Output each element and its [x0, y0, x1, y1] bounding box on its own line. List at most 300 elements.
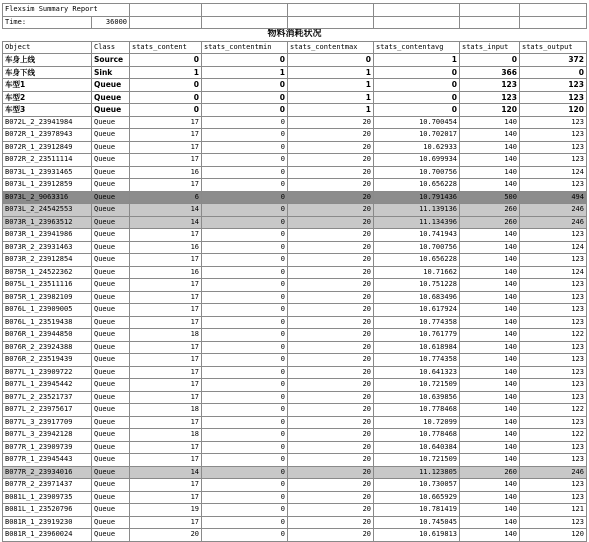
contentavg-cell[interactable]: 10.62933	[374, 141, 460, 154]
contentavg-cell[interactable]: 10.699934	[374, 154, 460, 167]
contentmin-cell[interactable]: 0	[202, 191, 288, 204]
input-cell[interactable]: 140	[460, 429, 520, 442]
contentmin-cell[interactable]: 0	[202, 79, 288, 92]
contentavg-cell[interactable]: 0	[374, 66, 460, 79]
object-cell[interactable]: B075R_1_24522362	[3, 266, 92, 279]
object-cell[interactable]: B077R_2_23934016	[3, 466, 92, 479]
object-cell[interactable]: B072R_1_23912849	[3, 141, 92, 154]
contentmax-cell[interactable]: 20	[288, 391, 374, 404]
contentavg-cell[interactable]: 10.656228	[374, 254, 460, 267]
contentmin-cell[interactable]: 0	[202, 91, 288, 104]
class-cell[interactable]: Queue	[92, 279, 130, 292]
object-cell[interactable]: 车身下线	[3, 66, 92, 79]
contentavg-cell[interactable]: 10.778468	[374, 404, 460, 417]
contentmax-cell[interactable]: 1	[288, 79, 374, 92]
input-cell[interactable]: 140	[460, 454, 520, 467]
contentmax-cell[interactable]: 0	[288, 54, 374, 67]
content-cell[interactable]: 17	[130, 254, 202, 267]
output-cell[interactable]: 123	[520, 441, 587, 454]
contentmin-cell[interactable]: 0	[202, 241, 288, 254]
contentmax-cell[interactable]: 20	[288, 179, 374, 192]
object-cell[interactable]: B073R_1_23963512	[3, 216, 92, 229]
input-cell[interactable]: 140	[460, 116, 520, 129]
class-cell[interactable]: Queue	[92, 216, 130, 229]
output-cell[interactable]: 124	[520, 166, 587, 179]
content-cell[interactable]: 0	[130, 79, 202, 92]
contentavg-cell[interactable]: 10.781419	[374, 504, 460, 517]
input-cell[interactable]: 140	[460, 179, 520, 192]
contentmax-cell[interactable]: 1	[288, 91, 374, 104]
content-cell[interactable]: 17	[130, 279, 202, 292]
output-cell[interactable]: 246	[520, 466, 587, 479]
col-header-contentmax[interactable]: stats_contentmax	[288, 41, 374, 54]
time-value[interactable]: 36000	[92, 16, 130, 29]
contentmin-cell[interactable]: 0	[202, 291, 288, 304]
contentavg-cell[interactable]: 10.700756	[374, 166, 460, 179]
object-cell[interactable]: B077R_1_23945443	[3, 454, 92, 467]
content-cell[interactable]: 1	[130, 66, 202, 79]
content-cell[interactable]: 14	[130, 216, 202, 229]
class-cell[interactable]: Queue	[92, 429, 130, 442]
output-cell[interactable]: 123	[520, 479, 587, 492]
input-cell[interactable]: 500	[460, 191, 520, 204]
output-cell[interactable]: 123	[520, 354, 587, 367]
contentmax-cell[interactable]: 20	[288, 379, 374, 392]
input-cell[interactable]: 140	[460, 529, 520, 542]
object-cell[interactable]: B081R_1_23919230	[3, 516, 92, 529]
contentavg-cell[interactable]: 10.641323	[374, 366, 460, 379]
contentavg-cell[interactable]: 11.123805	[374, 466, 460, 479]
output-cell[interactable]: 122	[520, 404, 587, 417]
output-cell[interactable]: 123	[520, 341, 587, 354]
contentmin-cell[interactable]: 0	[202, 379, 288, 392]
class-cell[interactable]: Queue	[92, 416, 130, 429]
contentmin-cell[interactable]: 0	[202, 466, 288, 479]
input-cell[interactable]: 140	[460, 279, 520, 292]
content-cell[interactable]: 6	[130, 191, 202, 204]
contentmin-cell[interactable]: 1	[202, 66, 288, 79]
object-cell[interactable]: B076L_1_23909005	[3, 304, 92, 317]
input-cell[interactable]: 140	[460, 391, 520, 404]
class-cell[interactable]: Queue	[92, 229, 130, 242]
contentmin-cell[interactable]: 0	[202, 304, 288, 317]
contentmax-cell[interactable]: 20	[288, 304, 374, 317]
content-cell[interactable]: 17	[130, 416, 202, 429]
output-cell[interactable]: 122	[520, 329, 587, 342]
contentmin-cell[interactable]: 0	[202, 404, 288, 417]
contentmin-cell[interactable]: 0	[202, 516, 288, 529]
contentmin-cell[interactable]: 0	[202, 104, 288, 117]
output-cell[interactable]: 123	[520, 116, 587, 129]
output-cell[interactable]: 123	[520, 154, 587, 167]
content-cell[interactable]: 18	[130, 429, 202, 442]
input-cell[interactable]: 140	[460, 516, 520, 529]
content-cell[interactable]: 17	[130, 516, 202, 529]
contentmin-cell[interactable]: 0	[202, 229, 288, 242]
contentavg-cell[interactable]: 10.702017	[374, 129, 460, 142]
class-cell[interactable]: Queue	[92, 241, 130, 254]
contentmin-cell[interactable]: 0	[202, 204, 288, 217]
contentmax-cell[interactable]: 20	[288, 416, 374, 429]
class-cell[interactable]: Queue	[92, 116, 130, 129]
contentmin-cell[interactable]: 0	[202, 129, 288, 142]
input-cell[interactable]: 0	[460, 54, 520, 67]
contentmin-cell[interactable]: 0	[202, 491, 288, 504]
contentmax-cell[interactable]: 20	[288, 329, 374, 342]
input-cell[interactable]: 140	[460, 379, 520, 392]
contentmin-cell[interactable]: 0	[202, 429, 288, 442]
input-cell[interactable]: 140	[460, 329, 520, 342]
output-cell[interactable]: 124	[520, 241, 587, 254]
class-cell[interactable]: Queue	[92, 491, 130, 504]
object-cell[interactable]: B075L_1_23511116	[3, 279, 92, 292]
contentmax-cell[interactable]: 20	[288, 529, 374, 542]
contentmin-cell[interactable]: 0	[202, 216, 288, 229]
input-cell[interactable]: 140	[460, 241, 520, 254]
contentavg-cell[interactable]: 10.721509	[374, 454, 460, 467]
content-cell[interactable]: 17	[130, 491, 202, 504]
output-cell[interactable]: 123	[520, 379, 587, 392]
object-cell[interactable]: B076R_2_23519439	[3, 354, 92, 367]
output-cell[interactable]: 123	[520, 179, 587, 192]
content-cell[interactable]: 17	[130, 141, 202, 154]
content-cell[interactable]: 17	[130, 366, 202, 379]
class-cell[interactable]: Queue	[92, 404, 130, 417]
contentmax-cell[interactable]: 20	[288, 429, 374, 442]
contentavg-cell[interactable]: 11.139136	[374, 204, 460, 217]
output-cell[interactable]: 123	[520, 229, 587, 242]
object-cell[interactable]: B072R_1_23978943	[3, 129, 92, 142]
input-cell[interactable]: 140	[460, 341, 520, 354]
contentmax-cell[interactable]: 20	[288, 241, 374, 254]
object-cell[interactable]: B076R_2_23924388	[3, 341, 92, 354]
input-cell[interactable]: 140	[460, 166, 520, 179]
contentmin-cell[interactable]: 0	[202, 366, 288, 379]
content-cell[interactable]: 17	[130, 229, 202, 242]
content-cell[interactable]: 14	[130, 204, 202, 217]
contentmax-cell[interactable]: 20	[288, 116, 374, 129]
contentmin-cell[interactable]: 0	[202, 479, 288, 492]
class-cell[interactable]: Queue	[92, 316, 130, 329]
contentmin-cell[interactable]: 0	[202, 54, 288, 67]
contentmax-cell[interactable]: 20	[288, 479, 374, 492]
output-cell[interactable]: 123	[520, 454, 587, 467]
input-cell[interactable]: 140	[460, 129, 520, 142]
object-cell[interactable]: B072L_2_23941984	[3, 116, 92, 129]
content-cell[interactable]: 17	[130, 479, 202, 492]
contentmax-cell[interactable]: 20	[288, 216, 374, 229]
contentmax-cell[interactable]: 20	[288, 454, 374, 467]
contentmax-cell[interactable]: 20	[288, 129, 374, 142]
section-title[interactable]: 物料消耗状况	[3, 29, 587, 42]
object-cell[interactable]: B081L_1_23909735	[3, 491, 92, 504]
col-header-contentmin[interactable]: stats_contentmin	[202, 41, 288, 54]
object-cell[interactable]: B077R_2_23971437	[3, 479, 92, 492]
input-cell[interactable]: 260	[460, 466, 520, 479]
contentmax-cell[interactable]: 20	[288, 166, 374, 179]
content-cell[interactable]: 16	[130, 241, 202, 254]
object-cell[interactable]: B072R_2_23511114	[3, 154, 92, 167]
content-cell[interactable]: 14	[130, 466, 202, 479]
object-cell[interactable]: B073L_2_24542553	[3, 204, 92, 217]
object-cell[interactable]: B073R_2_23931463	[3, 241, 92, 254]
input-cell[interactable]: 140	[460, 141, 520, 154]
contentmax-cell[interactable]: 20	[288, 191, 374, 204]
contentmin-cell[interactable]: 0	[202, 316, 288, 329]
output-cell[interactable]: 123	[520, 91, 587, 104]
content-cell[interactable]: 17	[130, 441, 202, 454]
input-cell[interactable]: 140	[460, 316, 520, 329]
contentavg-cell[interactable]: 10.745045	[374, 516, 460, 529]
col-header-class[interactable]: Class	[92, 41, 130, 54]
output-cell[interactable]: 123	[520, 316, 587, 329]
contentmax-cell[interactable]: 20	[288, 229, 374, 242]
input-cell[interactable]: 140	[460, 291, 520, 304]
contentmax-cell[interactable]: 20	[288, 266, 374, 279]
contentavg-cell[interactable]: 10.72099	[374, 416, 460, 429]
content-cell[interactable]: 0	[130, 91, 202, 104]
output-cell[interactable]: 123	[520, 129, 587, 142]
object-cell[interactable]: B075R_1_23982109	[3, 291, 92, 304]
object-cell[interactable]: 车型2	[3, 91, 92, 104]
class-cell[interactable]: Queue	[92, 204, 130, 217]
input-cell[interactable]: 140	[460, 254, 520, 267]
contentmin-cell[interactable]: 0	[202, 179, 288, 192]
output-cell[interactable]: 120	[520, 104, 587, 117]
output-cell[interactable]: 121	[520, 504, 587, 517]
contentavg-cell[interactable]: 1	[374, 54, 460, 67]
contentavg-cell[interactable]: 10.778468	[374, 429, 460, 442]
class-cell[interactable]: Queue	[92, 391, 130, 404]
output-cell[interactable]: 123	[520, 291, 587, 304]
col-header-object[interactable]: Object	[3, 41, 92, 54]
content-cell[interactable]: 17	[130, 179, 202, 192]
output-cell[interactable]: 246	[520, 204, 587, 217]
contentavg-cell[interactable]: 10.791436	[374, 191, 460, 204]
contentavg-cell[interactable]: 10.683496	[374, 291, 460, 304]
object-cell[interactable]: B073L_1_23912859	[3, 179, 92, 192]
output-cell[interactable]: 0	[520, 66, 587, 79]
col-header-contentavg[interactable]: stats_contentavg	[374, 41, 460, 54]
contentmax-cell[interactable]: 20	[288, 254, 374, 267]
contentmax-cell[interactable]: 20	[288, 366, 374, 379]
contentmin-cell[interactable]: 0	[202, 441, 288, 454]
contentmax-cell[interactable]: 20	[288, 279, 374, 292]
contentmin-cell[interactable]: 0	[202, 354, 288, 367]
input-cell[interactable]: 140	[460, 304, 520, 317]
class-cell[interactable]: Queue	[92, 179, 130, 192]
object-cell[interactable]: B076R_1_23944850	[3, 329, 92, 342]
contentavg-cell[interactable]: 10.761779	[374, 329, 460, 342]
output-cell[interactable]: 124	[520, 266, 587, 279]
class-cell[interactable]: Queue	[92, 191, 130, 204]
object-cell[interactable]: B081R_1_23960024	[3, 529, 92, 542]
contentmax-cell[interactable]: 20	[288, 354, 374, 367]
class-cell[interactable]: Queue	[92, 266, 130, 279]
contentmax-cell[interactable]: 20	[288, 291, 374, 304]
contentavg-cell[interactable]: 10.71662	[374, 266, 460, 279]
input-cell[interactable]: 140	[460, 479, 520, 492]
contentmin-cell[interactable]: 0	[202, 141, 288, 154]
contentmin-cell[interactable]: 0	[202, 416, 288, 429]
contentavg-cell[interactable]: 0	[374, 91, 460, 104]
contentavg-cell[interactable]: 11.134396	[374, 216, 460, 229]
contentavg-cell[interactable]: 10.618984	[374, 341, 460, 354]
class-cell[interactable]: Queue	[92, 529, 130, 542]
object-cell[interactable]: B077R_1_23909739	[3, 441, 92, 454]
output-cell[interactable]: 123	[520, 141, 587, 154]
content-cell[interactable]: 17	[130, 454, 202, 467]
output-cell[interactable]: 123	[520, 491, 587, 504]
input-cell[interactable]: 366	[460, 66, 520, 79]
object-cell[interactable]: B077L_1_23945442	[3, 379, 92, 392]
content-cell[interactable]: 17	[130, 304, 202, 317]
input-cell[interactable]: 140	[460, 404, 520, 417]
contentmax-cell[interactable]: 20	[288, 141, 374, 154]
class-cell[interactable]: Queue	[92, 454, 130, 467]
input-cell[interactable]: 140	[460, 491, 520, 504]
contentmax-cell[interactable]: 20	[288, 316, 374, 329]
contentavg-cell[interactable]: 10.639856	[374, 391, 460, 404]
contentmin-cell[interactable]: 0	[202, 254, 288, 267]
contentmin-cell[interactable]: 0	[202, 154, 288, 167]
object-cell[interactable]: 车型1	[3, 79, 92, 92]
contentmin-cell[interactable]: 0	[202, 454, 288, 467]
class-cell[interactable]: Queue	[92, 479, 130, 492]
contentmax-cell[interactable]: 20	[288, 154, 374, 167]
content-cell[interactable]: 17	[130, 379, 202, 392]
object-cell[interactable]: B077L_1_23909722	[3, 366, 92, 379]
input-cell[interactable]: 140	[460, 441, 520, 454]
class-cell[interactable]: Queue	[92, 329, 130, 342]
output-cell[interactable]: 123	[520, 391, 587, 404]
object-cell[interactable]: 车身上线	[3, 54, 92, 67]
output-cell[interactable]: 123	[520, 304, 587, 317]
class-cell[interactable]: Queue	[92, 154, 130, 167]
class-cell[interactable]: Queue	[92, 79, 130, 92]
input-cell[interactable]: 140	[460, 416, 520, 429]
contentmax-cell[interactable]: 20	[288, 516, 374, 529]
input-cell[interactable]: 140	[460, 504, 520, 517]
class-cell[interactable]: Queue	[92, 104, 130, 117]
input-cell[interactable]: 140	[460, 366, 520, 379]
input-cell[interactable]: 140	[460, 154, 520, 167]
contentmax-cell[interactable]: 1	[288, 66, 374, 79]
contentmin-cell[interactable]: 0	[202, 504, 288, 517]
object-cell[interactable]: B081L_1_23520796	[3, 504, 92, 517]
class-cell[interactable]: Queue	[92, 504, 130, 517]
col-header-content[interactable]: stats_content	[130, 41, 202, 54]
content-cell[interactable]: 17	[130, 129, 202, 142]
object-cell[interactable]: B073L_1_23931465	[3, 166, 92, 179]
object-cell[interactable]: B073L_2_9063316	[3, 191, 92, 204]
content-cell[interactable]: 20	[130, 529, 202, 542]
class-cell[interactable]: Queue	[92, 341, 130, 354]
class-cell[interactable]: Queue	[92, 354, 130, 367]
class-cell[interactable]: Queue	[92, 129, 130, 142]
class-cell[interactable]: Queue	[92, 516, 130, 529]
object-cell[interactable]: B073R_2_23912854	[3, 254, 92, 267]
output-cell[interactable]: 246	[520, 216, 587, 229]
contentmax-cell[interactable]: 20	[288, 404, 374, 417]
class-cell[interactable]: Queue	[92, 379, 130, 392]
class-cell[interactable]: Queue	[92, 466, 130, 479]
output-cell[interactable]: 372	[520, 54, 587, 67]
content-cell[interactable]: 17	[130, 354, 202, 367]
contentavg-cell[interactable]: 10.700454	[374, 116, 460, 129]
output-cell[interactable]: 123	[520, 254, 587, 267]
contentavg-cell[interactable]: 10.751228	[374, 279, 460, 292]
contentavg-cell[interactable]: 10.656228	[374, 179, 460, 192]
contentmax-cell[interactable]: 1	[288, 104, 374, 117]
contentmin-cell[interactable]: 0	[202, 341, 288, 354]
class-cell[interactable]: Queue	[92, 441, 130, 454]
class-cell[interactable]: Source	[92, 54, 130, 67]
input-cell[interactable]: 140	[460, 229, 520, 242]
class-cell[interactable]: Queue	[92, 304, 130, 317]
object-cell[interactable]: B077L_2_23521737	[3, 391, 92, 404]
contentmax-cell[interactable]: 20	[288, 466, 374, 479]
contentmin-cell[interactable]: 0	[202, 391, 288, 404]
contentavg-cell[interactable]: 0	[374, 79, 460, 92]
class-cell[interactable]: Queue	[92, 254, 130, 267]
output-cell[interactable]: 123	[520, 366, 587, 379]
object-cell[interactable]: B073R_1_23941986	[3, 229, 92, 242]
content-cell[interactable]: 17	[130, 116, 202, 129]
content-cell[interactable]: 19	[130, 504, 202, 517]
content-cell[interactable]: 0	[130, 54, 202, 67]
contentmin-cell[interactable]: 0	[202, 529, 288, 542]
object-cell[interactable]: B077L_3_23942128	[3, 429, 92, 442]
contentmax-cell[interactable]: 20	[288, 491, 374, 504]
input-cell[interactable]: 123	[460, 79, 520, 92]
output-cell[interactable]: 123	[520, 516, 587, 529]
class-cell[interactable]: Queue	[92, 166, 130, 179]
content-cell[interactable]: 17	[130, 154, 202, 167]
col-header-output[interactable]: stats_output	[520, 41, 587, 54]
contentavg-cell[interactable]: 10.700756	[374, 241, 460, 254]
contentavg-cell[interactable]: 10.730057	[374, 479, 460, 492]
output-cell[interactable]: 494	[520, 191, 587, 204]
output-cell[interactable]: 120	[520, 529, 587, 542]
contentavg-cell[interactable]: 10.665929	[374, 491, 460, 504]
contentmax-cell[interactable]: 20	[288, 441, 374, 454]
class-cell[interactable]: Queue	[92, 366, 130, 379]
class-cell[interactable]: Queue	[92, 291, 130, 304]
input-cell[interactable]: 260	[460, 204, 520, 217]
contentmax-cell[interactable]: 20	[288, 204, 374, 217]
content-cell[interactable]: 17	[130, 341, 202, 354]
contentavg-cell[interactable]: 10.619813	[374, 529, 460, 542]
content-cell[interactable]: 16	[130, 266, 202, 279]
class-cell[interactable]: Sink	[92, 66, 130, 79]
object-cell[interactable]: B077L_2_23975617	[3, 404, 92, 417]
input-cell[interactable]: 140	[460, 266, 520, 279]
content-cell[interactable]: 17	[130, 391, 202, 404]
contentmin-cell[interactable]: 0	[202, 329, 288, 342]
report-title[interactable]: Flexsim Summary Report	[3, 4, 130, 17]
contentmin-cell[interactable]: 0	[202, 266, 288, 279]
input-cell[interactable]: 140	[460, 354, 520, 367]
object-cell[interactable]: B077L_3_23917709	[3, 416, 92, 429]
input-cell[interactable]: 123	[460, 91, 520, 104]
col-header-input[interactable]: stats_input	[460, 41, 520, 54]
class-cell[interactable]: Queue	[92, 141, 130, 154]
contentavg-cell[interactable]: 0	[374, 104, 460, 117]
output-cell[interactable]: 122	[520, 429, 587, 442]
contentavg-cell[interactable]: 10.721509	[374, 379, 460, 392]
time-label[interactable]: Time:	[3, 16, 92, 29]
